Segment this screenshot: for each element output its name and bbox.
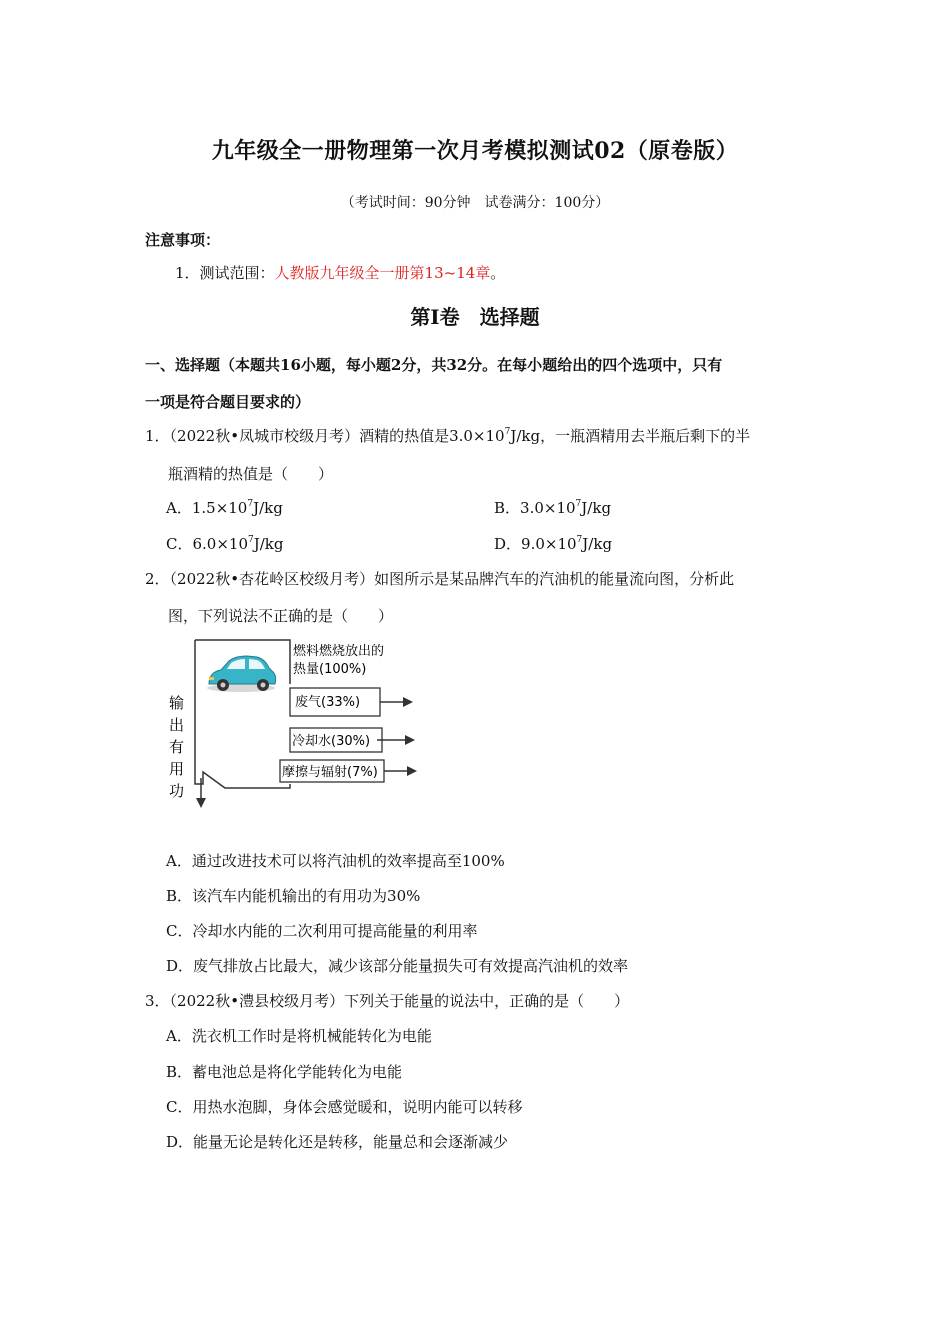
fuel-heat-label-line2: 热量(100%) (293, 662, 367, 677)
scope-prefix: 1．测试范围： (175, 264, 275, 282)
question-2-option-c[interactable]: C．冷却水内能的二次利用可提高能量的利用率 (166, 922, 478, 940)
section-heading-line1: 一、选择题（本题共16小题，每小题2分，共32分。在每小题给出的四个选项中，只有 (145, 356, 723, 374)
question-1-stem-cont: 瓶酒精的热值是（ ） (168, 465, 334, 483)
cooling-label: 冷却水(30%) (292, 734, 371, 749)
useful-work-char-4: 用 (169, 760, 185, 778)
useful-arrowhead (196, 798, 206, 808)
question-1-stem: 1．（2022秋•凤城市校级月考）酒精的热值是$3.0\times 10^7J/kg$，一瓶酒精用去半瓶后剩下的半 (145, 427, 751, 445)
question-2-stem: 2．（2022秋•杏花岭区校级月考）如图所示是某品牌汽车的汽油机的能量流向图，分析此 (145, 570, 735, 588)
question-1-option-c[interactable]: C．$6.0\times 10^7J/kg$ (166, 535, 284, 553)
question-2-stem-cont: 图，下列说法不正确的是（ ） (168, 607, 394, 625)
useful-work-char-3: 有 (169, 738, 185, 756)
energy-flow-diagram (165, 636, 425, 816)
question-3-option-a[interactable]: A．洗衣机工作时是将机械能转化为电能 (166, 1027, 432, 1045)
section-heading-line2: 一项是符合题目要求的） (145, 393, 311, 411)
useful-work-char-2: 出 (169, 716, 185, 734)
question-3-stem: 3．（2022秋•澧县校级月考）下列关于能量的说法中，正确的是（ ） (145, 992, 630, 1010)
question-3-option-c[interactable]: C．用热水泡脚，身体会感觉暖和，说明内能可以转移 (166, 1098, 523, 1116)
question-2-option-a[interactable]: A．通过改进技术可以将汽油机的效率提高至100% (166, 852, 505, 870)
scope-suffix: 。 (490, 264, 506, 282)
car-icon (207, 656, 276, 692)
energy-flow-svg (165, 636, 425, 816)
question-1-option-a[interactable]: A．$1.5\times 10^7J/kg$ (166, 499, 283, 517)
useful-work-char-5: 功 (169, 782, 185, 800)
test-scope (175, 262, 505, 283)
question-3-option-d[interactable]: D．能量无论是转化还是转移，能量总和会逐渐减少 (166, 1133, 509, 1151)
scope-highlight: 人教版九年级全一册第13~14章 (274, 264, 491, 282)
question-3-option-b[interactable]: B．蓄电池总是将化学能转化为电能 (166, 1063, 403, 1081)
cooling-arrowhead (405, 735, 415, 745)
exhaust-arrowhead (403, 697, 413, 707)
question-1-option-d[interactable]: D．$9.0\times 10^7J/kg$ (494, 535, 613, 553)
notice-heading: 注意事项： (145, 231, 221, 249)
friction-arrowhead (407, 766, 417, 776)
question-2-option-b[interactable]: B．该汽车内能机输出的有用功为30% (166, 887, 421, 905)
document-title: 九年级全一册物理第一次月考模拟测试02（原卷版） (211, 138, 739, 164)
exhaust-label: 废气(33%) (295, 695, 361, 710)
volume-title: 第Ⅰ卷 选择题 (410, 305, 540, 329)
exam-info: （考试时间：90分钟 试卷满分：100分） (340, 195, 610, 211)
question-1-option-b[interactable]: B．$3.0\times 10^7J/kg$ (494, 499, 612, 517)
question-2-option-d[interactable]: D．废气排放占比最大，减少该部分能量损失可有效提高汽油机的效率 (166, 957, 629, 975)
fuel-heat-label-line1: 燃料燃烧放出的 (293, 644, 385, 659)
useful-work-char-1: 输 (169, 694, 185, 712)
friction-label: 摩擦与辐射(7%) (282, 765, 378, 780)
